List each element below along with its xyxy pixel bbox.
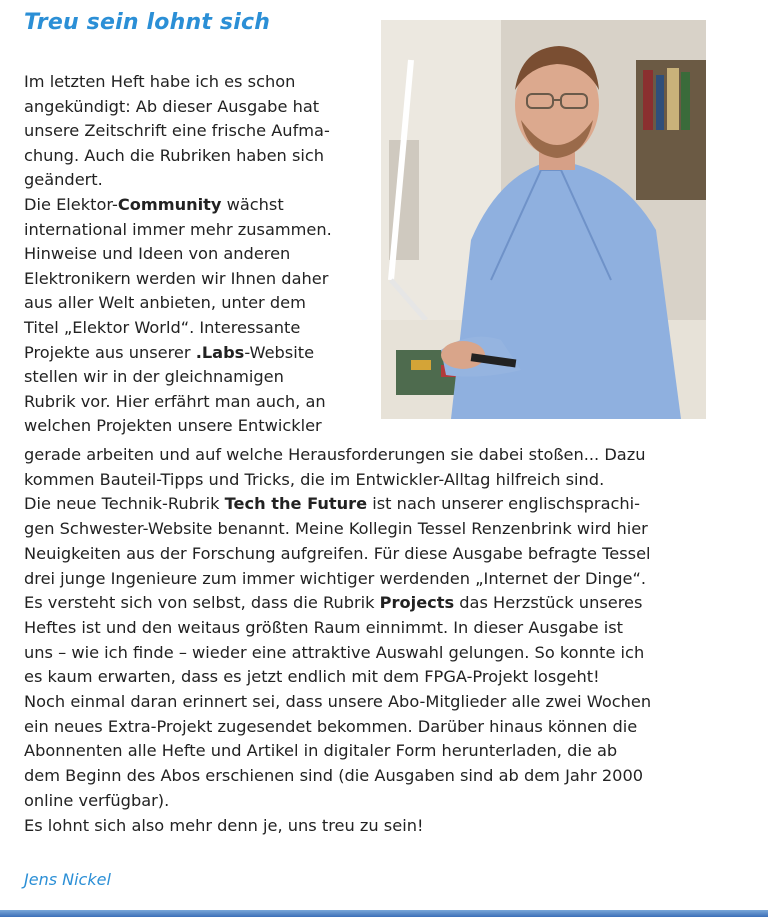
text-line: stellen wir in der gleichnamigen	[24, 367, 284, 387]
text-run: Projekte aus unserer	[24, 342, 196, 362]
text-line: uns – wie ich finde – wieder eine attraktive Auswahl gelungen. So konnte ich	[24, 642, 645, 662]
text-line: Neuigkeiten aus der Forschung aufgreifen. Für diese Ausgabe befragte Tessel	[24, 543, 651, 563]
text-line: Es lohnt sich also mehr denn je, uns treu zu sein!	[24, 815, 424, 835]
text-line: welchen Projekten unsere Entwickler	[24, 416, 322, 436]
text-line: drei junge Ingenieure zum immer wichtiger werdenden „Internet der Dinge“.	[24, 568, 646, 588]
text-line: kommen Bauteil-Tipps und Tricks, die im Entwickler-Alltag hilfreich sind.	[24, 469, 605, 489]
article-title: Treu sein lohnt sich	[24, 10, 271, 35]
text-line: gen Schwester-Website benannt. Meine Kollegin Tessel Renzenbrink wird hier	[24, 519, 648, 539]
article-body-wide	[24, 443, 744, 838]
text-run: Die neue Technik-Rubrik	[24, 494, 225, 514]
text-line: Abonnenten alle Hefte und Artikel in digitaler Form herunterladen, die ab	[24, 741, 618, 761]
text-line	[24, 341, 369, 366]
text-line: ein neues Extra-Projekt zugesendet bekommen. Darüber hinaus können die	[24, 716, 638, 736]
text-line: geändert.	[24, 170, 103, 190]
portrait-illustration	[381, 20, 706, 419]
text-line: angekündigt: Ab dieser Ausgabe hat	[24, 96, 320, 116]
text-run: wächst	[221, 194, 284, 214]
text-line: Im letzten Heft habe ich es schon	[24, 72, 296, 91]
text-run: das Herzstück unseres	[454, 593, 643, 613]
text-line: Noch einmal daran erinnert sei, dass unsere Abo-Mitglieder alle zwei Wochen	[24, 692, 652, 712]
text-line: dem Beginn des Abos erschienen sind (die Ausgaben sind ab dem Jahr 2000	[24, 766, 644, 786]
text-line: gerade arbeiten und auf welche Herausforderungen sie dabei stoßen... Dazu	[24, 445, 646, 464]
bold-term-tech-the-future: Tech the Future	[224, 494, 368, 514]
text-line: Titel „Elektor World“. Interessante	[24, 317, 301, 337]
text-line: es kaum erwarten, dass es jetzt endlich mit dem FPGA-Projekt losgeht!	[24, 667, 600, 687]
text-line: Rubrik vor. Hier erfährt man auch, an	[24, 391, 326, 411]
text-run: Die Elektor-	[24, 194, 118, 214]
text-line: Elektronikern werden wir Ihnen daher	[24, 268, 329, 288]
text-line: aus aller Welt anbieten, unter dem	[24, 293, 306, 313]
article-body-narrow	[24, 70, 369, 439]
text-run: ist nach unserer englischsprachi-	[367, 494, 640, 514]
text-line: online verfügbar).	[24, 790, 170, 810]
bold-term-projects: Projects	[379, 593, 455, 613]
text-run: Es versteht sich von selbst, dass die Rubrik	[24, 593, 380, 613]
text-line: unsere Zeitschrift eine frische Aufma-	[24, 121, 330, 141]
text-line: chung. Auch die Rubriken haben sich	[24, 145, 325, 165]
text-line: Hinweise und Ideen von anderen	[24, 244, 291, 264]
text-run: -Website	[244, 342, 315, 362]
bold-term-community: Community	[117, 194, 222, 214]
bottom-edge-bar	[0, 910, 768, 917]
text-line: Heftes ist und den weitaus größten Raum einnimmt. In dieser Ausgabe ist	[24, 617, 623, 637]
editor-portrait-photo	[381, 20, 706, 419]
text-line	[24, 492, 744, 517]
text-line	[24, 193, 369, 218]
text-line: international immer mehr zusammen.	[24, 219, 332, 239]
text-line	[24, 591, 744, 616]
bold-term-labs: .Labs	[195, 342, 245, 362]
author-signature: Jens Nickel	[24, 870, 111, 889]
